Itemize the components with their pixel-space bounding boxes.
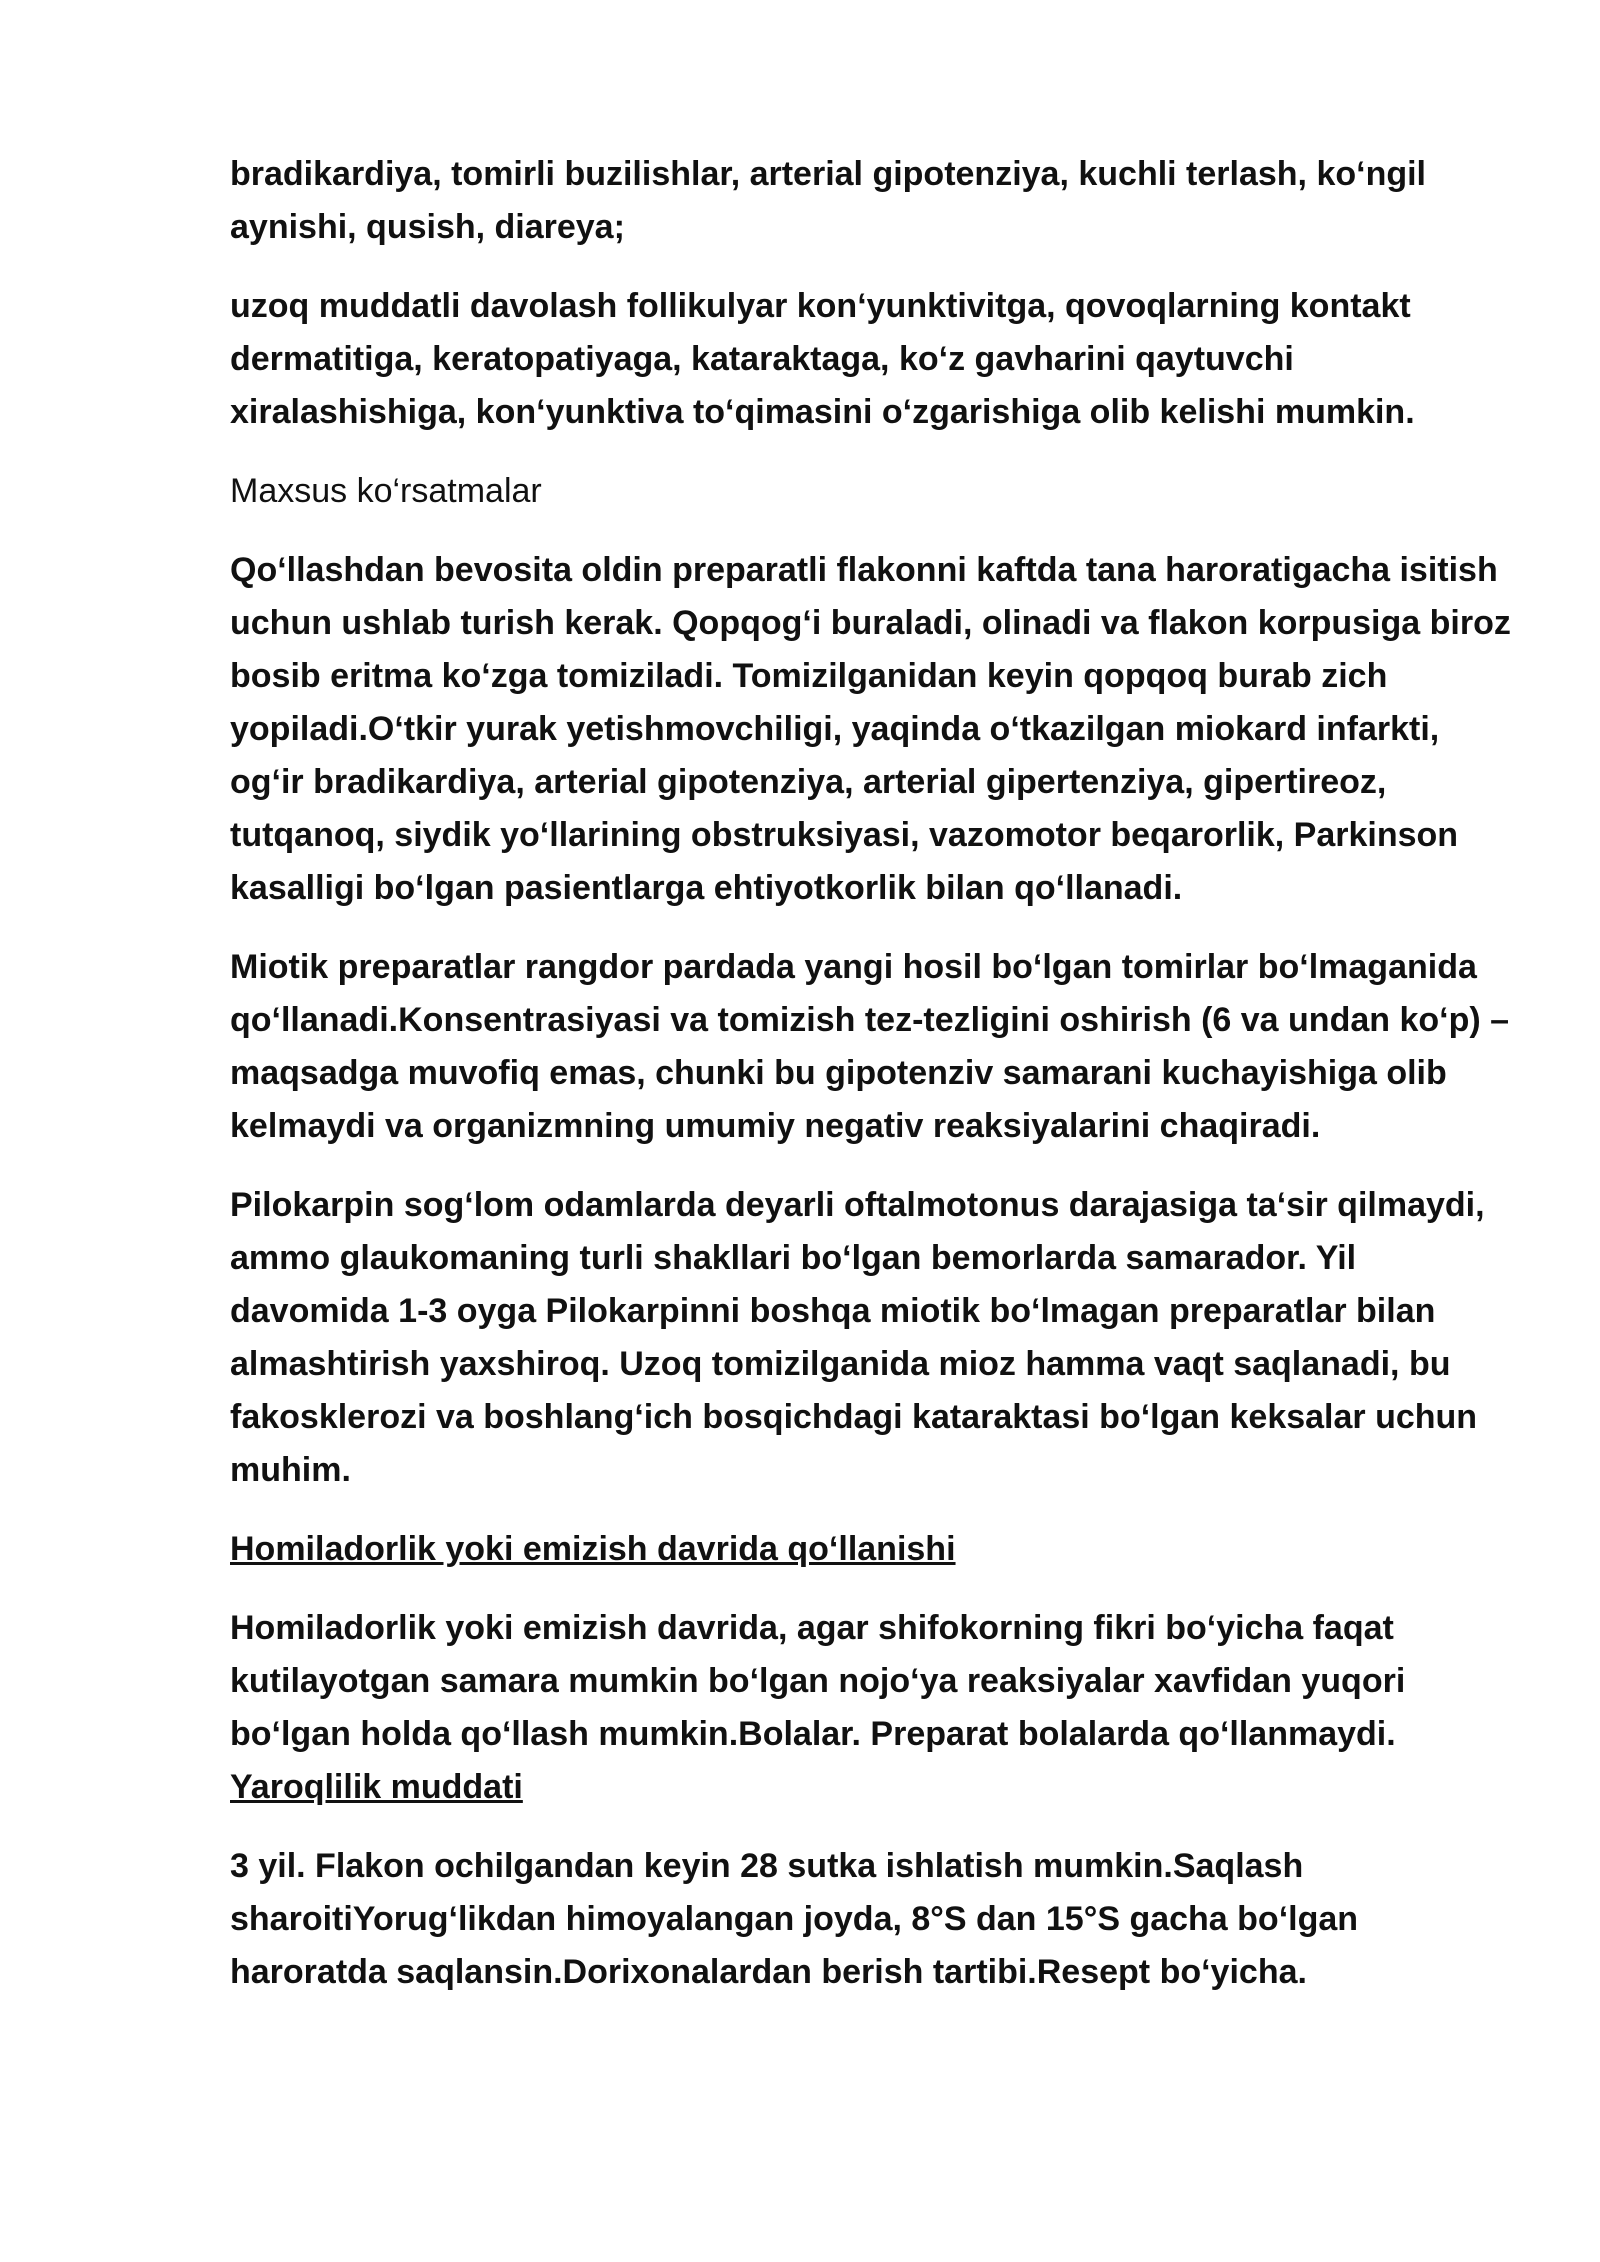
- document-page: [230, 148, 1520, 2025]
- heading-shelf-life: Yaroqlilik muddati: [230, 1768, 523, 1806]
- paragraph-pregnancy: [230, 1602, 1520, 1814]
- paragraph-miotik: Miotik preparatlar rangdor pardada yangi hosil bo‘lgan tomirlar bo‘lmaganida qo‘llanadi.Konsentrasiyasi va tomizish tez-tezligini oshirish (6 va undan ko‘p) – maqsadga muvofiq emas, chunki bu gipotenziv samarani kuchayishiga olib kelmaydi va organizmning umumiy negativ reaksiyalarini chaqiradi.: [230, 948, 1510, 1145]
- paragraph-special-instructions: Qo‘llashdan bevosita oldin preparatli flakonni kaftda tana haroratigacha isitish uchun ushlab turish kerak. Qopqog‘i buraladi, olinadi va flakon korpusiga biroz bosib eritma ko‘zga tomiziladi. Tomizilganidan keyin qopqoq burab zich yopiladi.O‘tkir yurak yetishmovchiligi, yaqinda o‘tkazilgan miokard infarkti, og‘ir bradikardiya, arterial gipotenziya, arterial gipertenziya, gipertireoz, tutqanoq, siydik yo‘llarining obstruksiyasi, vazomotor beqarorlik, Parkinson kasalligi bo‘lgan pasientlarga ehtiyotkorlik bilan qo‘llanadi.: [230, 551, 1511, 907]
- paragraph-pregnancy-text: Homiladorlik yoki emizish davrida, agar shifokorning fikri bo‘yicha faqat kutilayotgan samara mumkin bo‘lgan nojo‘ya reaksiyalar xavfidan yuqori bo‘lgan holda qo‘llash mumkin.Bolalar. Preparat bolalarda qo‘llanmaydi.: [230, 1609, 1406, 1753]
- heading-pregnancy: Homiladorlik yoki emizish davrida qo‘llanishi: [230, 1530, 956, 1568]
- paragraph-long-term-effects: uzoq muddatli davolash follikulyar kon‘yunktivitga, qovoqlarning kontakt dermatitiga, keratopatiyaga, kataraktaga, ko‘z gavharini qaytuvchi xiralashishiga, kon‘yunktiva to‘qimasini o‘zgarishiga olib kelishi mumkin.: [230, 287, 1415, 431]
- paragraph-side-effects: bradikardiya, tomirli buzilishlar, arterial gipotenziya, kuchli terlash, ko‘ngil aynishi, qusish, diareya;: [230, 155, 1426, 246]
- heading-special-instructions: Maxsus ko‘rsatmalar: [230, 472, 542, 510]
- paragraph-shelf-storage: 3 yil. Flakon ochilgandan keyin 28 sutka ishlatish mumkin.Saqlash sharoitiYorug‘likdan himoyalangan joyda, 8°S dan 15°S gacha bo‘lgan haroratda saqlansin.Dorixonalardan berish tartibi.Resept bo‘yicha.: [230, 1847, 1359, 1991]
- paragraph-pilokarpin: Pilokarpin sog‘lom odamlarda deyarli oftalmotonus darajasiga ta‘sir qilmaydi, ammo glaukomaning turli shakllari bo‘lgan bemorlarda samarador. Yil davomida 1-3 oyga Pilokarpinni boshqa miotik bo‘lmagan preparatlar bilan almashtirish yaxshiroq. Uzoq tomizilganida mioz hamma vaqt saqlanadi, bu fakosklerozi va boshlang‘ich bosqichdagi kataraktasi bo‘lgan keksalar uchun muhim.: [230, 1186, 1485, 1489]
